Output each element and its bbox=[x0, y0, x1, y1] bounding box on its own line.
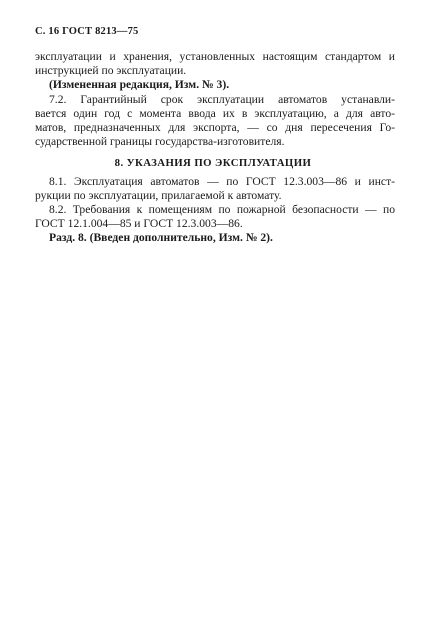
clause-8-1-line-1: 8.1. Эксплуатация автоматов — по ГОСТ 12.3.003—86 и инст- bbox=[49, 175, 395, 188]
clause-8-2-line-2: ГОСТ 12.1.004—85 и ГОСТ 12.3.003—86. bbox=[35, 217, 243, 230]
clause-7-2-line-1: 7.2. Гарантийный срок эксплуатации автоматов устанавли- bbox=[49, 93, 395, 106]
body-line-1: эксплуатации и хранения, установленных настоящим стандартом и bbox=[35, 50, 395, 63]
amendment-note-3: (Измененная редакция, Изм. № 3). bbox=[49, 78, 230, 91]
clause-7-2-line-2: вается один год с момента ввода их в эксплуатацию, а для авто- bbox=[35, 107, 395, 120]
clause-8-1-line-2: рукции по эксплуатации, прилагаемой к автомату. bbox=[35, 189, 282, 202]
amendment-note-2: Разд. 8. (Введен дополнительно, Изм. № 2). bbox=[49, 231, 273, 244]
clause-7-2-line-3: матов, предназначенных для экспорта, — со дня пересечения Го- bbox=[35, 121, 395, 134]
page-header: С. 16 ГОСТ 8213—75 bbox=[35, 26, 139, 37]
body-line-2: инструкцией по эксплуатации. bbox=[35, 64, 187, 77]
clause-8-2-line-1: 8.2. Требования к помещениям по пожарной безопасности — по bbox=[49, 203, 395, 216]
section-heading: 8. УКАЗАНИЯ ПО ЭКСПЛУАТАЦИИ bbox=[114, 157, 312, 169]
clause-7-2-line-4: сударственной границы государства-изготовителя. bbox=[35, 135, 285, 148]
